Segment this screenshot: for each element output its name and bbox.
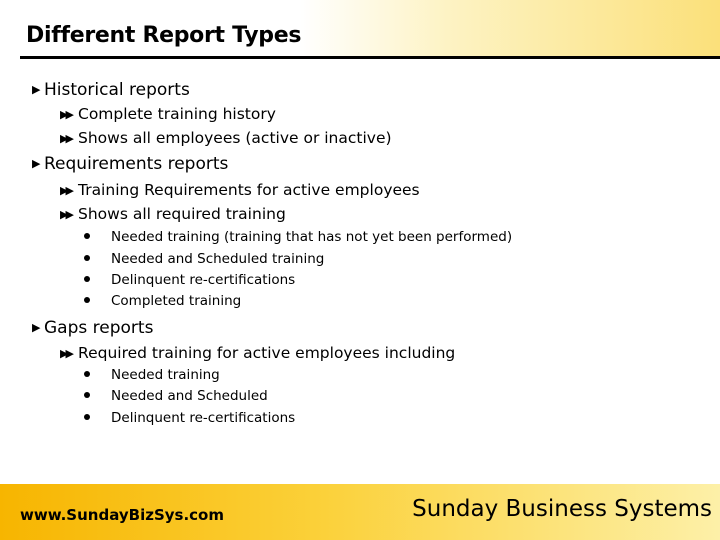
section-label: Requirements reports xyxy=(44,154,229,174)
double-triangle-bullet-icon: ▶▶ xyxy=(60,208,71,221)
dot-bullet-icon xyxy=(84,392,90,398)
dot-bullet-icon xyxy=(84,414,90,420)
triangle-bullet-icon: ▶ xyxy=(32,157,41,170)
list-item xyxy=(60,181,420,199)
list-item-text: Complete training history xyxy=(78,105,276,123)
sub-list-item xyxy=(84,367,220,383)
sub-list-item-text: Delinquent re-certifications xyxy=(111,272,296,288)
dot-bullet-icon xyxy=(84,297,90,303)
footer-bar xyxy=(0,484,720,540)
section-historical xyxy=(32,80,190,100)
list-item xyxy=(60,129,392,147)
sub-list-item-text: Delinquent re-certifications xyxy=(111,410,296,426)
section-requirements xyxy=(32,154,228,174)
sub-list-item xyxy=(84,293,241,309)
sub-list-item xyxy=(84,272,295,288)
sub-list-item xyxy=(84,229,512,245)
sub-list-item-text: Completed training xyxy=(111,293,242,309)
slide-title: Different Report Types xyxy=(26,23,302,48)
list-item xyxy=(60,344,455,362)
dot-bullet-icon xyxy=(84,371,90,377)
double-triangle-bullet-icon: ▶▶ xyxy=(60,347,71,360)
list-item-text: Required training for active employees including xyxy=(78,344,456,362)
dot-bullet-icon xyxy=(84,276,90,282)
footer-brand: Sunday Business Systems xyxy=(412,496,712,522)
sub-list-item-text: Needed training (training that has not yet been performed) xyxy=(111,229,513,245)
list-item xyxy=(60,105,276,123)
section-label: Historical reports xyxy=(44,80,190,100)
sub-list-item xyxy=(84,410,295,426)
list-item-text: Shows all employees (active or inactive) xyxy=(78,129,392,147)
double-triangle-bullet-icon: ▶▶ xyxy=(60,184,71,197)
double-triangle-bullet-icon: ▶▶ xyxy=(60,108,71,121)
list-item-text: Training Requirements for active employees xyxy=(78,181,420,199)
footer-url: www.SundayBizSys.com xyxy=(20,506,224,524)
section-label: Gaps reports xyxy=(44,318,154,338)
list-item xyxy=(60,205,286,223)
triangle-bullet-icon: ▶ xyxy=(32,321,41,334)
double-triangle-bullet-icon: ▶▶ xyxy=(60,132,71,145)
triangle-bullet-icon: ▶ xyxy=(32,83,41,96)
dot-bullet-icon xyxy=(84,233,90,239)
dot-bullet-icon xyxy=(84,255,90,261)
section-gaps xyxy=(32,318,153,338)
sub-list-item-text: Needed training xyxy=(111,367,220,383)
sub-list-item-text: Needed and Scheduled xyxy=(111,388,268,404)
list-item-text: Shows all required training xyxy=(78,205,286,223)
sub-list-item-text: Needed and Scheduled training xyxy=(111,251,325,267)
sub-list-item xyxy=(84,251,324,267)
sub-list-item xyxy=(84,388,268,404)
